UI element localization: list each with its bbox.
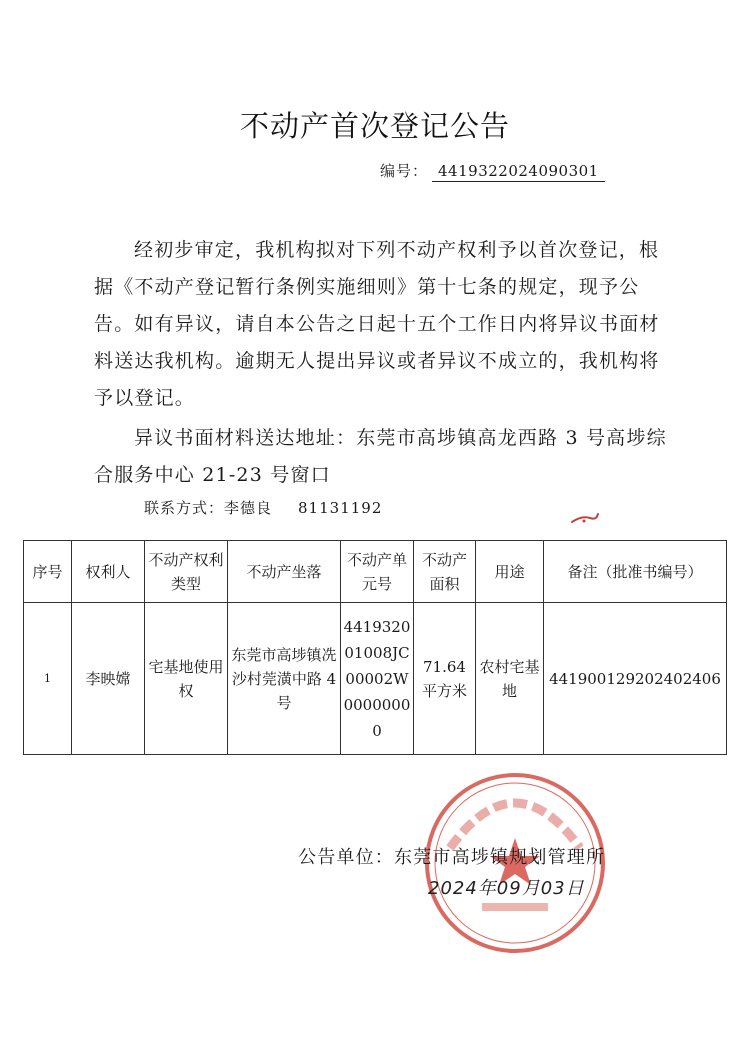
cell-index: 1 <box>24 603 72 755</box>
cell-remark: 441900129202402406 <box>544 603 727 755</box>
col-header-remark: 备注（批准书编号） <box>544 541 727 603</box>
objection-address-paragraph: 异议书面材料送达地址：东莞市高埗镇高龙西路 3 号高埗综合服务中心 21-23 号窗口 <box>94 427 667 486</box>
document-number-label: 编号： <box>380 162 429 180</box>
col-header-index: 序号 <box>24 541 72 603</box>
contact-label: 联系方式：李德良 <box>144 499 273 517</box>
document-number <box>380 160 605 182</box>
document-number-value: 4419322024090301 <box>432 162 605 182</box>
contact-phone: 81131192 <box>298 499 383 517</box>
page-title: 不动产首次登记公告 <box>239 109 510 143</box>
cell-unit-no: 441932001008JC00002W00000000 <box>341 603 414 755</box>
col-header-right-type: 不动产权利类型 <box>145 541 228 603</box>
table-header-row <box>24 541 727 603</box>
col-header-location: 不动产坐落 <box>228 541 341 603</box>
cell-area: 71.64 平方米 <box>414 603 476 755</box>
cell-right-type: 宅基地使用权 <box>145 603 228 755</box>
issue-date: 2024年09月03日 <box>428 878 585 899</box>
table-row <box>24 603 727 755</box>
cell-usage: 农村宅基地 <box>476 603 544 755</box>
col-header-usage: 用途 <box>476 541 544 603</box>
col-header-owner: 权利人 <box>72 541 145 603</box>
issuing-unit: 公告单位：东莞市高埗镇规划管理所 <box>298 847 606 868</box>
cell-location: 东莞市高埗镇冼沙村莞潢中路 4 号 <box>228 603 341 755</box>
registration-table <box>23 540 727 755</box>
col-header-unit-no: 不动产单元号 <box>341 541 414 603</box>
col-header-area: 不动产面积 <box>414 541 476 603</box>
contact-info <box>144 497 382 518</box>
ink-mark-icon <box>570 512 600 526</box>
cell-owner: 李映嫦 <box>72 603 145 755</box>
notice-paragraph: 经初步审定，我机构拟对下列不动产权利予以首次登记，根据《不动产登记暂行条例实施细则》第十七条的规定，现予公告。如有异议，请自本公告之日起十五个工作日内将异议书面材料送达我机构。逾期无人提出异议或者异议不成立的，我机构将予以登记。 <box>94 239 660 409</box>
